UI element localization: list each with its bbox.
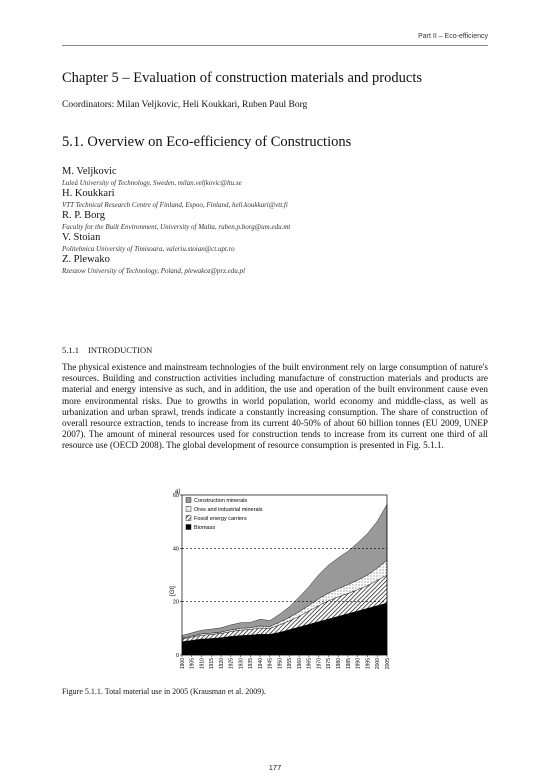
- legend-swatch: [186, 507, 191, 512]
- x-tick-label: 1960: [296, 658, 303, 670]
- legend-label: Fossil energy carriers: [194, 516, 247, 522]
- legend-label: Construction minerals: [194, 498, 248, 504]
- author-name: H. Koukkari: [62, 188, 115, 199]
- x-tick-label: 1925: [228, 658, 235, 670]
- chapter-title: Chapter 5 – Evaluation of construction materials and products: [62, 70, 422, 86]
- x-tick-label: 1940: [257, 658, 264, 670]
- x-tick-label: 1990: [355, 658, 362, 670]
- panel-label: a): [175, 489, 181, 495]
- y-axis-label: [Gt]: [170, 586, 176, 596]
- y-tick-label: 60: [172, 493, 179, 499]
- x-tick-label: 1950: [277, 658, 284, 670]
- x-tick-label: 1905: [189, 658, 196, 670]
- x-tick-label: 1985: [345, 658, 352, 670]
- x-tick-label: 1910: [199, 658, 206, 670]
- author-affiliation: Luleå University of Technology, Sweden, milan.veljkovic@ltu.se: [62, 179, 242, 187]
- x-tick-label: 1920: [218, 658, 225, 670]
- subsection-title: INTRODUCTION: [88, 345, 153, 355]
- legend-label: Biomass: [194, 525, 216, 531]
- material-use-chart: [172, 485, 402, 680]
- author-affiliation: Faculty for the Built Environment, University of Malta, ruben.p.borg@um.edu.mt: [62, 223, 291, 231]
- legend-swatch: [186, 498, 191, 503]
- x-tick-label: 1900: [179, 658, 186, 670]
- body-paragraph: The physical existence and mainstream technologies of the built environment rely on large consumption of nature's resources. Building and construction activities including manufacture of construction materials and products are material and energy intensive as such, and in addition, the use and operation of the built environment cause even more environmental risks. Due to growths in world population, world economy and middle-class, as well as urbanization and urban sprawl, trends indicate a constantly increasing consumption. The share of construction of overall resource extraction, tends to increase from its current 40-50% of about 60 billion tonnes (EU 2009, UNEP 2007). The amount of mineral resources used for construction tends to increase from its current one third of all resource use (OECD 2008). The global development of resource consumption is presented in Fig. 5.1.1.: [62, 362, 488, 451]
- y-tick-label: 20: [172, 599, 179, 606]
- subsection-number: 5.1.1: [62, 345, 79, 355]
- subsection-heading: [62, 345, 152, 355]
- x-tick-label: 1980: [335, 658, 342, 670]
- x-tick-label: 2005: [384, 658, 391, 670]
- author-affiliation: Politehnica University of Timisoara, valeriu.stoian@ct.upt.ro: [62, 245, 235, 253]
- legend-label: Ores and industrial minerals: [194, 507, 263, 513]
- figure-chart: [172, 485, 402, 680]
- author-name: Z. Plewako: [62, 254, 110, 265]
- x-tick-label: 1935: [248, 658, 255, 670]
- x-tick-label: 1975: [326, 658, 333, 670]
- legend-swatch: [186, 516, 191, 521]
- author-affiliation: Rzeszow University of Technology, Poland, plewakoz@prz.edu.pl: [62, 267, 245, 275]
- legend-swatch: [186, 525, 191, 530]
- x-tick-label: 1995: [365, 658, 372, 670]
- author-name: R. P. Borg: [62, 210, 105, 221]
- page-number: 177: [268, 763, 282, 772]
- x-tick-label: 1955: [287, 658, 294, 670]
- x-tick-label: 1965: [306, 658, 313, 670]
- running-head: Part II – Eco-efficiency: [418, 33, 488, 40]
- author-name: V. Stoian: [62, 232, 101, 243]
- author-affiliation: VTT Technical Research Centre of Finland, Espoo, Finland, heli.koukkari@vtt.fi: [62, 201, 288, 209]
- x-tick-label: 1945: [267, 658, 274, 670]
- x-tick-label: 1930: [238, 658, 245, 670]
- author-list: [62, 166, 492, 276]
- y-tick-label: 0: [175, 653, 179, 659]
- x-tick-label: 1970: [316, 658, 323, 670]
- figure-caption: Figure 5.1.1. Total material use in 2005 (Krausman et al. 2009).: [62, 687, 266, 696]
- section-title: 5.1. Overview on Eco-efficiency of Constructions: [62, 134, 352, 150]
- y-tick-label: 40: [172, 546, 179, 553]
- header-rule: [62, 45, 488, 46]
- x-tick-label: 1915: [209, 658, 216, 670]
- author-name: M. Veljkovic: [62, 166, 117, 177]
- x-tick-label: 2000: [375, 658, 382, 670]
- coordinators: Coordinators: Milan Veljkovic, Heli Koukkari, Ruben Paul Borg: [62, 100, 308, 110]
